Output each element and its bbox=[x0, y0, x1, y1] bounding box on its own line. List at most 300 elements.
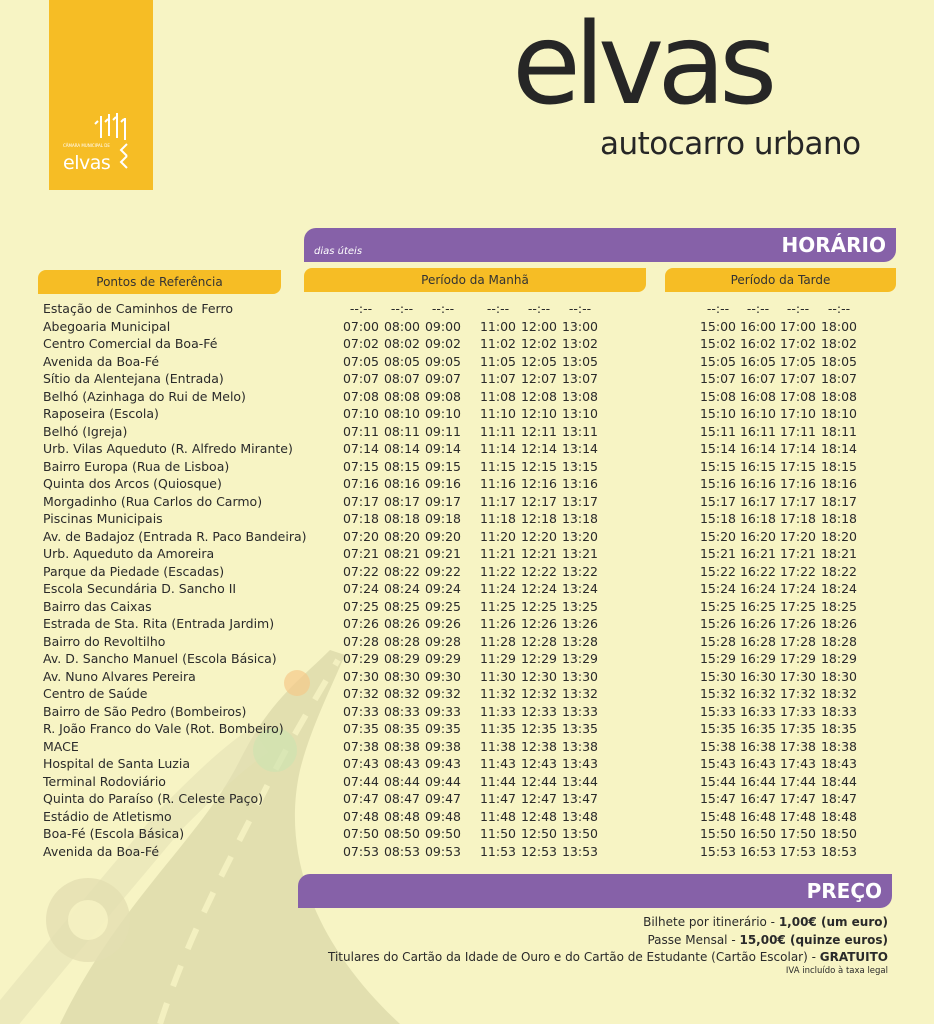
departure-time: 18:22 bbox=[820, 563, 858, 579]
table-row bbox=[0, 510, 934, 528]
morning-header: Período da Manhã bbox=[304, 268, 646, 292]
departure-time: 11:26 bbox=[479, 616, 517, 631]
departure-time: 08:33 bbox=[383, 703, 421, 719]
departure-time: 07:32 bbox=[342, 686, 380, 701]
table-row bbox=[0, 633, 934, 651]
departure-time: 18:33 bbox=[820, 703, 858, 719]
table-row bbox=[0, 475, 934, 493]
departure-time: 07:17 bbox=[342, 493, 380, 509]
departure-time: 18:30 bbox=[820, 668, 858, 684]
departure-time: 12:38 bbox=[520, 738, 558, 754]
departure-time: 18:53 bbox=[820, 843, 858, 859]
departure-time: 09:32 bbox=[424, 686, 462, 701]
logo-word: elvas bbox=[63, 152, 111, 174]
departure-time: 17:48 bbox=[779, 808, 817, 824]
departure-time: 13:00 bbox=[561, 318, 599, 334]
departure-time: 09:44 bbox=[424, 773, 462, 789]
departure-time: 13:18 bbox=[561, 511, 599, 526]
table-row bbox=[0, 598, 934, 616]
departure-time: 16:08 bbox=[739, 388, 777, 404]
stop-name: Morgadinho (Rua Carlos do Carmo) bbox=[43, 493, 263, 509]
departure-time: 07:07 bbox=[342, 371, 380, 386]
departure-time: 11:14 bbox=[479, 441, 517, 456]
departure-time: 16:30 bbox=[739, 668, 777, 684]
departure-time: 13:53 bbox=[561, 843, 599, 859]
departure-time: 07:38 bbox=[342, 738, 380, 754]
stop-name: Abegoaria Municipal bbox=[43, 318, 171, 334]
departure-time: 17:22 bbox=[779, 563, 817, 579]
departure-time: 16:26 bbox=[739, 616, 777, 631]
departure-time: 08:14 bbox=[383, 441, 421, 456]
departure-time: 18:14 bbox=[820, 441, 858, 456]
departure-time: 13:47 bbox=[561, 791, 599, 806]
departure-time: 11:11 bbox=[479, 423, 517, 439]
departure-time: 18:21 bbox=[820, 546, 858, 561]
days-label: dias úteis bbox=[314, 246, 363, 257]
price-title: PREÇO bbox=[806, 879, 882, 903]
table-row bbox=[0, 720, 934, 738]
departure-time: 09:21 bbox=[424, 546, 462, 561]
departure-time: 17:32 bbox=[779, 686, 817, 701]
departure-time: 12:48 bbox=[520, 808, 558, 824]
price-line-pass bbox=[647, 933, 888, 947]
departure-time: 08:29 bbox=[383, 651, 421, 666]
departure-time: 15:26 bbox=[699, 616, 737, 631]
departure-time: 16:15 bbox=[739, 458, 777, 474]
departure-time: 09:15 bbox=[424, 458, 462, 474]
table-row bbox=[0, 370, 934, 388]
ticket-label: Bilhete por itinerário - bbox=[643, 915, 779, 929]
logo-small-text: CÂMARA MUNICIPAL DE bbox=[63, 143, 110, 148]
departure-time: 18:08 bbox=[820, 388, 858, 404]
departure-time: 11:25 bbox=[479, 598, 517, 614]
departure-time: 09:11 bbox=[424, 423, 462, 439]
departure-time: 12:10 bbox=[520, 406, 558, 421]
departure-time: 15:29 bbox=[699, 651, 737, 666]
stop-name: Bairro de São Pedro (Bombeiros) bbox=[43, 703, 247, 719]
departure-time: 12:30 bbox=[520, 668, 558, 684]
departure-time: 15:24 bbox=[699, 581, 737, 596]
departure-time: 09:29 bbox=[424, 651, 462, 666]
table-row bbox=[0, 615, 934, 633]
departure-time: 17:50 bbox=[779, 826, 817, 841]
departure-time: 15:16 bbox=[699, 476, 737, 491]
stop-name: Av. de Badajoz (Entrada R. Paco Bandeira) bbox=[43, 528, 307, 544]
departure-time: 15:38 bbox=[699, 738, 737, 754]
departure-time: 11:15 bbox=[479, 458, 517, 474]
stop-name: Bairro das Caixas bbox=[43, 598, 152, 614]
table-row bbox=[0, 405, 934, 423]
departure-time: --:-- bbox=[827, 301, 851, 316]
departure-time: 09:14 bbox=[424, 441, 462, 456]
afternoon-header: Período da Tarde bbox=[665, 268, 896, 292]
departure-time: --:-- bbox=[706, 301, 730, 316]
departure-time: 13:08 bbox=[561, 388, 599, 404]
departure-time: 11:32 bbox=[479, 686, 517, 701]
departure-time: 09:43 bbox=[424, 756, 462, 771]
departure-time: 12:35 bbox=[520, 721, 558, 736]
departure-time: 16:33 bbox=[739, 703, 777, 719]
stop-name: Parque da Piedade (Escadas) bbox=[43, 563, 225, 579]
departure-time: 12:50 bbox=[520, 826, 558, 841]
departure-time: 11:05 bbox=[479, 353, 517, 369]
free-label: Titulares do Cartão da Idade de Ouro e do Cartão de Estudante (Cartão Escolar) - bbox=[328, 950, 820, 964]
departure-time: 17:47 bbox=[779, 791, 817, 806]
departure-time: 07:25 bbox=[342, 598, 380, 614]
stop-name: Quinta dos Arcos (Quiosque) bbox=[43, 476, 222, 491]
departure-time: 15:43 bbox=[699, 756, 737, 771]
departure-time: 12:21 bbox=[520, 546, 558, 561]
departure-time: 11:48 bbox=[479, 808, 517, 824]
departure-time: 16:18 bbox=[739, 511, 777, 526]
schedule-title: HORÁRIO bbox=[781, 233, 886, 257]
departure-time: 11:35 bbox=[479, 721, 517, 736]
departure-time: 08:38 bbox=[383, 738, 421, 754]
departure-time: 15:48 bbox=[699, 808, 737, 824]
departure-time: 17:26 bbox=[779, 616, 817, 631]
departure-time: 11:17 bbox=[479, 493, 517, 509]
departure-time: 15:50 bbox=[699, 826, 737, 841]
departure-time: 16:53 bbox=[739, 843, 777, 859]
departure-time: 11:44 bbox=[479, 773, 517, 789]
departure-time: 07:20 bbox=[342, 528, 380, 544]
stop-name: Hospital de Santa Luzia bbox=[43, 756, 190, 771]
departure-time: 09:18 bbox=[424, 511, 462, 526]
departure-time: 09:47 bbox=[424, 791, 462, 806]
departure-time: 18:48 bbox=[820, 808, 858, 824]
departure-time: 11:29 bbox=[479, 651, 517, 666]
table-row bbox=[0, 825, 934, 843]
departure-time: 09:30 bbox=[424, 668, 462, 684]
departure-time: 16:25 bbox=[739, 598, 777, 614]
table-row bbox=[0, 668, 934, 686]
departure-time: 13:02 bbox=[561, 336, 599, 351]
departure-time: 17:17 bbox=[779, 493, 817, 509]
brand-subtitle: autocarro urbano bbox=[600, 126, 861, 162]
departure-time: 18:15 bbox=[820, 458, 858, 474]
departure-time: 12:32 bbox=[520, 686, 558, 701]
departure-time: 15:18 bbox=[699, 511, 737, 526]
departure-time: 08:35 bbox=[383, 721, 421, 736]
departure-time: 09:25 bbox=[424, 598, 462, 614]
departure-time: 09:35 bbox=[424, 721, 462, 736]
departure-time: 08:43 bbox=[383, 756, 421, 771]
departure-time: 08:16 bbox=[383, 476, 421, 491]
departure-time: 11:18 bbox=[479, 511, 517, 526]
departure-time: 07:47 bbox=[342, 791, 380, 806]
departure-time: 17:35 bbox=[779, 721, 817, 736]
departure-time: 07:44 bbox=[342, 773, 380, 789]
stop-name: Avenida da Boa-Fé bbox=[43, 353, 160, 369]
stop-name: Centro de Saúde bbox=[43, 686, 148, 701]
departure-time: 07:11 bbox=[342, 423, 380, 439]
departure-time: 18:24 bbox=[820, 581, 858, 596]
table-row bbox=[0, 493, 934, 511]
stop-name: Belhó (Igreja) bbox=[43, 423, 128, 439]
departure-time: 18:50 bbox=[820, 826, 858, 841]
departure-time: 08:11 bbox=[383, 423, 421, 439]
stop-name: Quinta do Paraíso (R. Celeste Paço) bbox=[43, 791, 264, 806]
departure-time: 08:26 bbox=[383, 616, 421, 631]
departure-time: 17:14 bbox=[779, 441, 817, 456]
stop-name: Terminal Rodoviário bbox=[43, 773, 166, 789]
departure-time: 16:48 bbox=[739, 808, 777, 824]
departure-time: 09:24 bbox=[424, 581, 462, 596]
departure-time: 09:26 bbox=[424, 616, 462, 631]
departure-time: 08:02 bbox=[383, 336, 421, 351]
departure-time: 11:24 bbox=[479, 581, 517, 596]
table-row bbox=[0, 755, 934, 773]
departure-time: 16:22 bbox=[739, 563, 777, 579]
departure-time: 18:07 bbox=[820, 371, 858, 386]
departure-time: 13:17 bbox=[561, 493, 599, 509]
departure-time: 07:28 bbox=[342, 633, 380, 649]
stop-name: Piscinas Municipais bbox=[43, 511, 163, 526]
stop-name: Boa-Fé (Escola Básica) bbox=[43, 826, 185, 841]
departure-time: 16:43 bbox=[739, 756, 777, 771]
table-row bbox=[0, 563, 934, 581]
departure-time: 11:30 bbox=[479, 668, 517, 684]
free-price: GRATUITO bbox=[819, 950, 888, 964]
departure-time: 15:44 bbox=[699, 773, 737, 789]
departure-time: 07:15 bbox=[342, 458, 380, 474]
departure-time: 18:02 bbox=[820, 336, 858, 351]
departure-time: 13:07 bbox=[561, 371, 599, 386]
departure-time: 08:00 bbox=[383, 318, 421, 334]
table-row bbox=[0, 685, 934, 703]
departure-time: 11:47 bbox=[479, 791, 517, 806]
departure-time: 11:08 bbox=[479, 388, 517, 404]
departure-time: 11:38 bbox=[479, 738, 517, 754]
departure-time: 18:43 bbox=[820, 756, 858, 771]
departure-time: 16:05 bbox=[739, 353, 777, 369]
departure-time: 18:35 bbox=[820, 721, 858, 736]
departure-time: 15:32 bbox=[699, 686, 737, 701]
table-row bbox=[0, 423, 934, 441]
departure-time: --:-- bbox=[486, 301, 510, 316]
departure-time: 17:24 bbox=[779, 581, 817, 596]
departure-time: 12:11 bbox=[520, 423, 558, 439]
departure-time: 18:25 bbox=[820, 598, 858, 614]
departure-time: 08:08 bbox=[383, 388, 421, 404]
departure-time: 07:00 bbox=[342, 318, 380, 334]
stop-name: Belhó (Azinhaga do Rui de Melo) bbox=[43, 388, 246, 404]
departure-time: 17:25 bbox=[779, 598, 817, 614]
departure-time: --:-- bbox=[431, 301, 455, 316]
departure-time: 11:20 bbox=[479, 528, 517, 544]
departure-time: 15:15 bbox=[699, 458, 737, 474]
departure-time: 13:44 bbox=[561, 773, 599, 789]
departure-time: 16:44 bbox=[739, 773, 777, 789]
departure-time: 17:16 bbox=[779, 476, 817, 491]
departure-time: 17:15 bbox=[779, 458, 817, 474]
departure-time: 11:16 bbox=[479, 476, 517, 491]
stop-name: Urb. Vilas Aqueduto (R. Alfredo Mirante) bbox=[43, 441, 293, 456]
departure-time: 13:24 bbox=[561, 581, 599, 596]
departure-time: 13:50 bbox=[561, 826, 599, 841]
departure-time: 11:50 bbox=[479, 826, 517, 841]
departure-time: 16:17 bbox=[739, 493, 777, 509]
departure-time: 15:11 bbox=[699, 423, 737, 439]
departure-time: 08:15 bbox=[383, 458, 421, 474]
departure-time: 11:43 bbox=[479, 756, 517, 771]
departure-time: 16:38 bbox=[739, 738, 777, 754]
departure-time: 13:43 bbox=[561, 756, 599, 771]
table-row bbox=[0, 738, 934, 756]
departure-time: 17:07 bbox=[779, 371, 817, 386]
departure-time: 08:47 bbox=[383, 791, 421, 806]
departure-time: 07:30 bbox=[342, 668, 380, 684]
ticket-price: 1,00€ (um euro) bbox=[778, 915, 888, 929]
departure-time: 09:08 bbox=[424, 388, 462, 404]
stop-name: Av. Nuno Alvares Pereira bbox=[43, 668, 196, 684]
departure-time: 16:00 bbox=[739, 318, 777, 334]
departure-time: --:-- bbox=[390, 301, 414, 316]
table-row bbox=[0, 318, 934, 336]
departure-time: 15:53 bbox=[699, 843, 737, 859]
departure-time: 07:33 bbox=[342, 703, 380, 719]
stop-name: MACE bbox=[43, 738, 79, 754]
departure-time: 18:00 bbox=[820, 318, 858, 334]
departure-time: 18:11 bbox=[820, 423, 858, 439]
vat-note: IVA incluído à taxa legal bbox=[785, 966, 888, 976]
departure-time: 12:28 bbox=[520, 633, 558, 649]
departure-time: 16:24 bbox=[739, 581, 777, 596]
table-row bbox=[0, 335, 934, 353]
stop-name: R. João Franco do Vale (Rot. Bombeiro) bbox=[43, 721, 284, 736]
departure-time: 13:38 bbox=[561, 738, 599, 754]
departure-time: 12:47 bbox=[520, 791, 558, 806]
departure-time: 15:02 bbox=[699, 336, 737, 351]
table-row bbox=[0, 545, 934, 563]
departure-time: 17:30 bbox=[779, 668, 817, 684]
departure-time: 13:35 bbox=[561, 721, 599, 736]
departure-time: 16:35 bbox=[739, 721, 777, 736]
departure-time: 13:32 bbox=[561, 686, 599, 701]
departure-time: 13:30 bbox=[561, 668, 599, 684]
departure-time: 16:20 bbox=[739, 528, 777, 544]
departure-time: 08:10 bbox=[383, 406, 421, 421]
departure-time: 08:05 bbox=[383, 353, 421, 369]
departure-time: 12:44 bbox=[520, 773, 558, 789]
stop-name: Raposeira (Escola) bbox=[43, 406, 159, 421]
departure-time: 16:47 bbox=[739, 791, 777, 806]
departure-time: 13:48 bbox=[561, 808, 599, 824]
departure-time: 11:02 bbox=[479, 336, 517, 351]
departure-time: 09:22 bbox=[424, 563, 462, 579]
table-row bbox=[0, 458, 934, 476]
departure-time: 16:16 bbox=[739, 476, 777, 491]
departure-time: 15:07 bbox=[699, 371, 737, 386]
departure-time: 18:29 bbox=[820, 651, 858, 666]
departure-time: 16:07 bbox=[739, 371, 777, 386]
table-row bbox=[0, 843, 934, 861]
departure-time: 11:28 bbox=[479, 633, 517, 649]
departure-time: 07:02 bbox=[342, 336, 380, 351]
schedule-banner bbox=[304, 228, 896, 262]
departure-time: 17:28 bbox=[779, 633, 817, 649]
departure-time: 08:07 bbox=[383, 371, 421, 386]
stop-name: Av. D. Sancho Manuel (Escola Básica) bbox=[43, 651, 277, 666]
departure-time: 18:10 bbox=[820, 406, 858, 421]
departure-time: 17:00 bbox=[779, 318, 817, 334]
departure-time: 15:30 bbox=[699, 668, 737, 684]
departure-time: 09:50 bbox=[424, 826, 462, 841]
departure-time: 09:38 bbox=[424, 738, 462, 754]
departure-time: 12:24 bbox=[520, 581, 558, 596]
departure-time: 12:14 bbox=[520, 441, 558, 456]
departure-time: 13:29 bbox=[561, 651, 599, 666]
departure-time: 08:50 bbox=[383, 826, 421, 841]
departure-time: 07:16 bbox=[342, 476, 380, 491]
departure-time: 07:10 bbox=[342, 406, 380, 421]
departure-time: 13:11 bbox=[561, 423, 599, 439]
price-banner bbox=[298, 874, 892, 908]
table-row bbox=[0, 580, 934, 598]
departure-time: 07:35 bbox=[342, 721, 380, 736]
departure-time: 12:20 bbox=[520, 528, 558, 544]
departure-time: 16:10 bbox=[739, 406, 777, 421]
price-line-ticket bbox=[643, 915, 888, 929]
departure-time: --:-- bbox=[568, 301, 592, 316]
departure-time: 11:33 bbox=[479, 703, 517, 719]
departure-time: 16:28 bbox=[739, 633, 777, 649]
departure-time: 08:32 bbox=[383, 686, 421, 701]
departure-time: 08:20 bbox=[383, 528, 421, 544]
departure-time: 07:48 bbox=[342, 808, 380, 824]
departure-time: 09:17 bbox=[424, 493, 462, 509]
stop-name: Urb. Aqueduto da Amoreira bbox=[43, 546, 215, 561]
departure-time: 09:28 bbox=[424, 633, 462, 649]
departure-time: 11:07 bbox=[479, 371, 517, 386]
pass-price: 15,00€ (quinze euros) bbox=[739, 933, 888, 947]
departure-time: 17:11 bbox=[779, 423, 817, 439]
stop-name: Estádio de Atletismo bbox=[43, 808, 172, 824]
stop-name: Bairro do Revoltilho bbox=[43, 633, 166, 649]
departure-time: 13:15 bbox=[561, 458, 599, 474]
stop-name: Estrada de Sta. Rita (Entrada Jardim) bbox=[43, 616, 275, 631]
table-row bbox=[0, 440, 934, 458]
departure-time: 11:10 bbox=[479, 406, 517, 421]
departure-time: 08:53 bbox=[383, 843, 421, 859]
departure-time: 09:00 bbox=[424, 318, 462, 334]
departure-time: 09:10 bbox=[424, 406, 462, 421]
departure-time: 15:05 bbox=[699, 353, 737, 369]
departure-time: 07:43 bbox=[342, 756, 380, 771]
departure-time: 13:20 bbox=[561, 528, 599, 544]
departure-time: 12:05 bbox=[520, 353, 558, 369]
departure-time: 08:18 bbox=[383, 511, 421, 526]
departure-time: 17:08 bbox=[779, 388, 817, 404]
departure-time: 09:33 bbox=[424, 703, 462, 719]
departure-time: 12:25 bbox=[520, 598, 558, 614]
departure-time: 13:26 bbox=[561, 616, 599, 631]
departure-time: 07:29 bbox=[342, 651, 380, 666]
departure-time: 13:14 bbox=[561, 441, 599, 456]
departure-time: 12:26 bbox=[520, 616, 558, 631]
departure-time: 17:53 bbox=[779, 843, 817, 859]
departure-time: 12:33 bbox=[520, 703, 558, 719]
departure-time: 13:25 bbox=[561, 598, 599, 614]
departure-time: 12:43 bbox=[520, 756, 558, 771]
stop-name: Sítio da Alentejana (Entrada) bbox=[43, 371, 224, 386]
departure-time: 07:18 bbox=[342, 511, 380, 526]
departure-time: 11:21 bbox=[479, 546, 517, 561]
departure-time: 18:32 bbox=[820, 686, 858, 701]
departure-time: 17:44 bbox=[779, 773, 817, 789]
reference-points-header: Pontos de Referência bbox=[38, 270, 281, 294]
departure-time: 12:07 bbox=[520, 371, 558, 386]
